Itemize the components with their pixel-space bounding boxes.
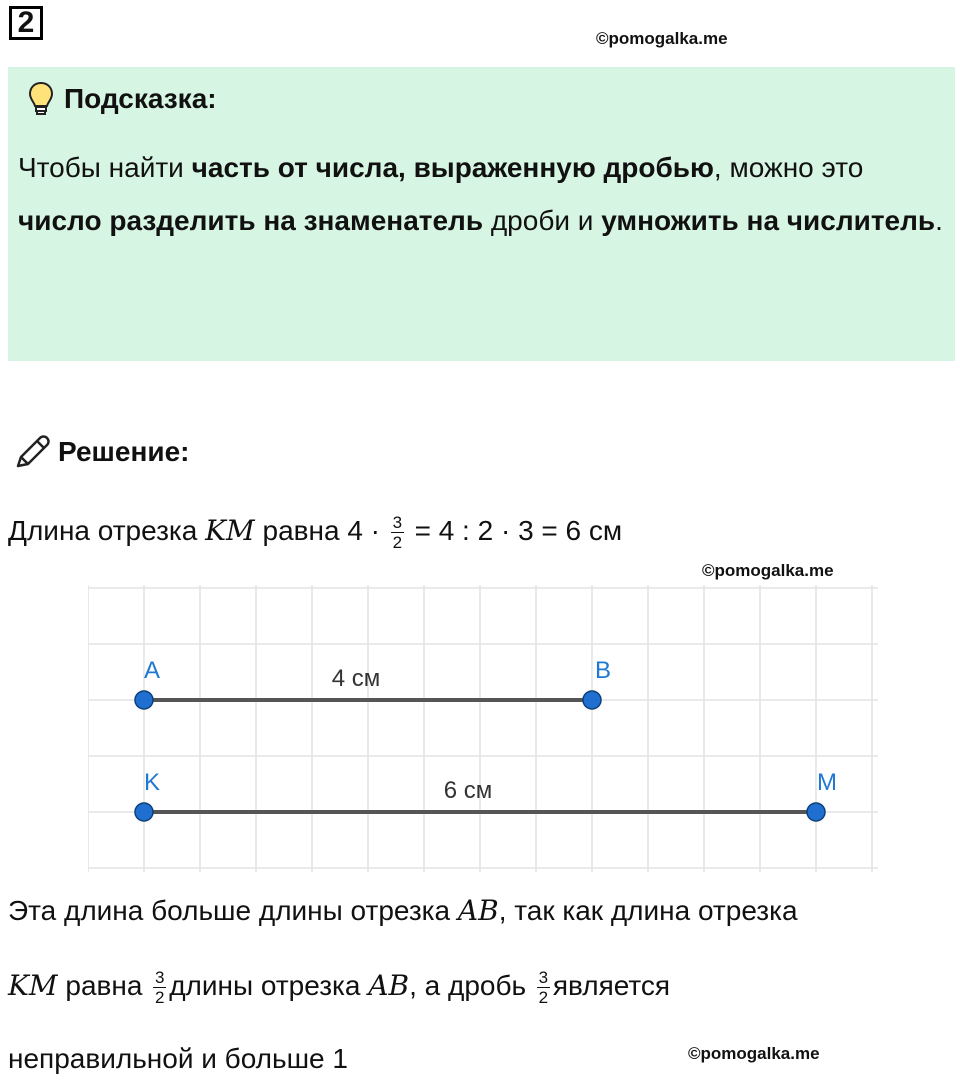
fraction-numerator: 3 (538, 968, 549, 987)
point-M (807, 803, 825, 821)
point-label-K: K (143, 769, 161, 796)
watermark: ©pomogalka.me (688, 1044, 820, 1063)
hint-box (8, 67, 955, 361)
fraction-numerator: 3 (392, 513, 403, 532)
lightbulb-icon (28, 81, 54, 117)
grid (88, 585, 878, 872)
fraction (537, 968, 550, 1007)
hint-text-part: , можно это (713, 152, 864, 183)
segment-length-label: 4 см (331, 665, 381, 692)
fraction-denominator: 2 (154, 988, 165, 1007)
point-A (135, 691, 153, 709)
hint-text-bold: умножить на числитель (601, 205, 936, 236)
point-K (135, 803, 153, 821)
hint-text-bold: часть от числа, выраженную дробью (191, 152, 714, 183)
var-km: KM (8, 968, 58, 1002)
text: Длина отрезка (8, 514, 206, 546)
text: длины отрезка (169, 969, 369, 1001)
var-km: KM (205, 513, 255, 547)
fraction (391, 513, 404, 552)
point-label-M: M (817, 769, 837, 796)
text: равна (57, 969, 151, 1001)
fraction (153, 968, 166, 1007)
hint-text-bold: число разделить на знаменатель (18, 205, 484, 236)
var-ab: AB (368, 968, 410, 1002)
fraction-denominator: 2 (392, 533, 403, 552)
solution-line-2 (8, 894, 798, 927)
hint-text (18, 141, 943, 247)
task-number: 2 (9, 6, 43, 40)
point-label-A: A (143, 657, 161, 684)
hint-text-part: Чтобы найти (18, 152, 192, 183)
var-ab: AB (457, 894, 499, 927)
hint-text-part: дроби и (483, 205, 602, 236)
segments (135, 657, 837, 821)
point-B (583, 691, 601, 709)
hint-text-part: . (935, 205, 943, 236)
solution-line-4: неправильной и больше 1 (8, 1043, 348, 1074)
fraction-denominator: 2 (538, 988, 549, 1007)
text: , так как длина отрезка (498, 895, 798, 926)
text: равна 4 · (254, 514, 388, 546)
text: является (552, 969, 671, 1001)
point-label-B: B (594, 657, 612, 684)
text: = 4 : 2 · 3 = 6 см (406, 514, 623, 546)
text: , а дробь (409, 969, 534, 1001)
solution-header (12, 432, 189, 472)
segment-length-label: 6 см (443, 777, 493, 804)
watermark: ©pomogalka.me (702, 561, 834, 580)
watermark: ©pomogalka.me (596, 29, 728, 48)
solution-title: Решение: (58, 436, 190, 467)
solution-line-1 (8, 513, 622, 552)
solution-line-3 (8, 968, 670, 1007)
hint-header (28, 81, 217, 117)
hint-title: Подсказка: (64, 83, 217, 114)
fraction-numerator: 3 (154, 968, 165, 987)
text: Эта длина больше длины отрезка (8, 895, 458, 926)
segments-figure (88, 585, 878, 872)
pencil-icon (12, 432, 52, 472)
